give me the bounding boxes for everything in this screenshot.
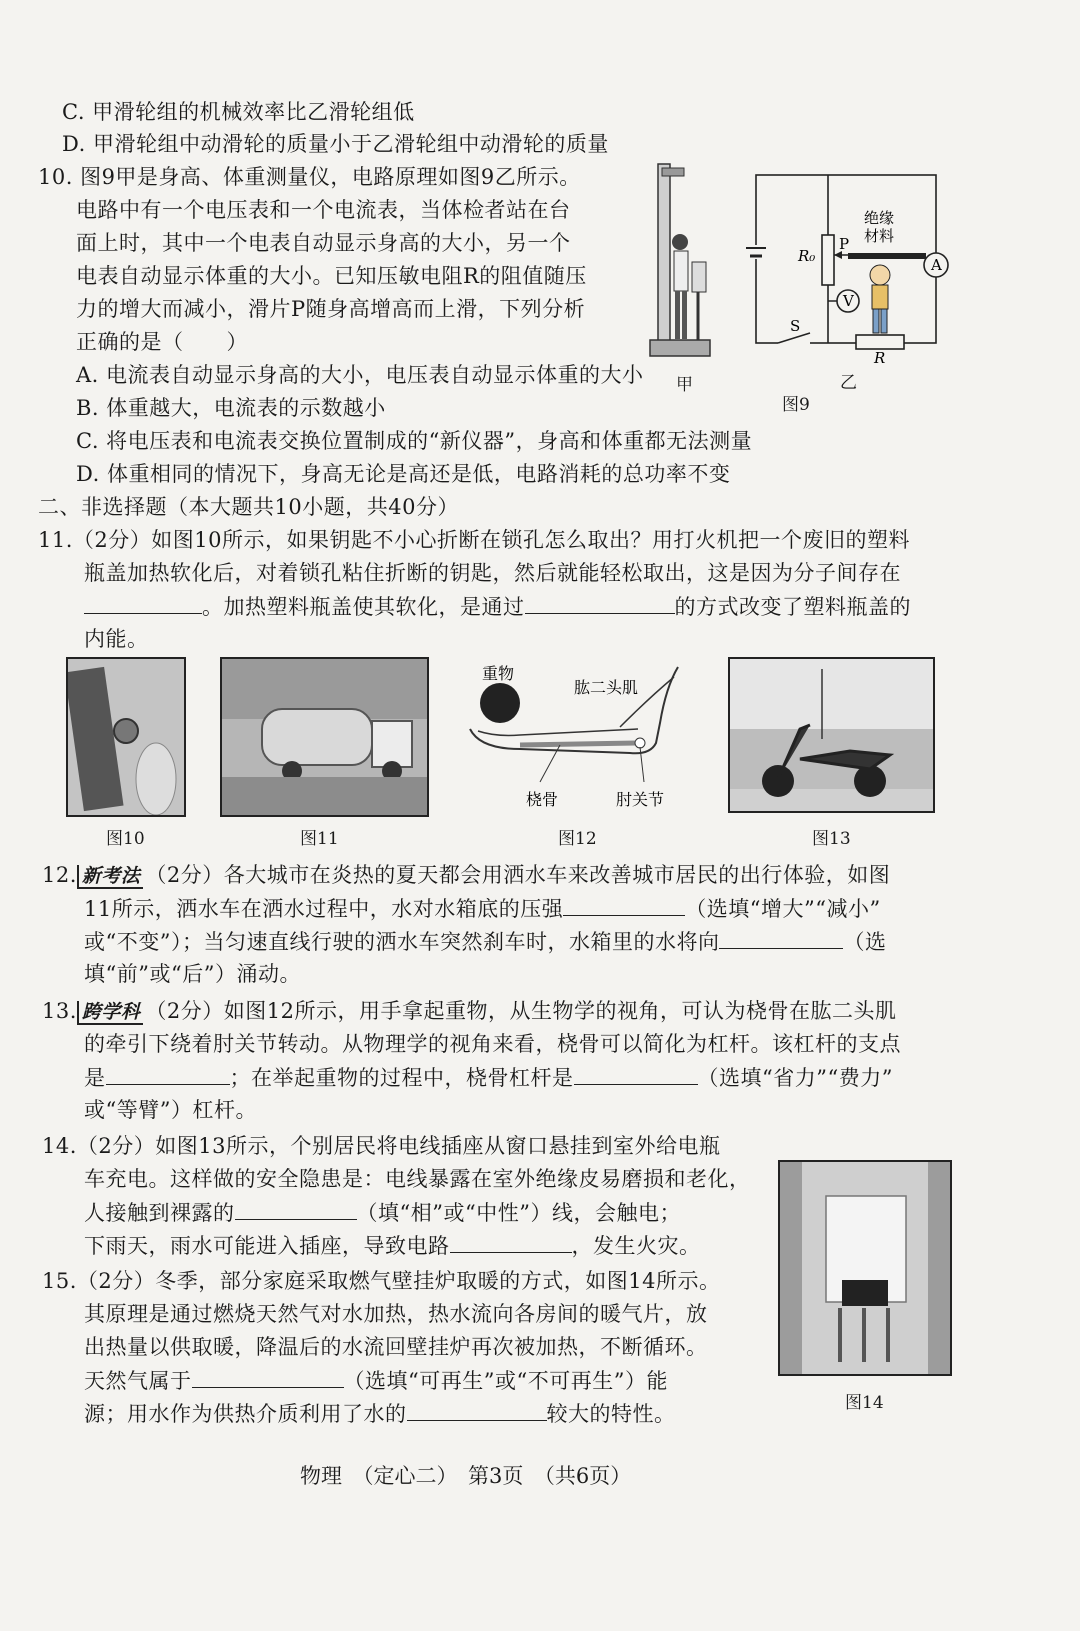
q13-line1: 13. 跨学科 （2分）如图12所示，用手拿起重物，从生物学的视角，可认为桡骨在肱二头肌 bbox=[42, 999, 897, 1023]
q11-blank-2[interactable] bbox=[525, 591, 675, 614]
circuit-label-insulation-2: 材料 bbox=[864, 227, 895, 245]
q11-line2: 瓶盖加热软化后，对着锁孔粘住折断的钥匙，然后就能轻松取出，这是因为分子间存在 bbox=[84, 561, 901, 585]
circuit-label-p: P bbox=[839, 235, 850, 253]
fig14-wall-boiler-photo bbox=[778, 1160, 952, 1376]
q13-interdisciplinary-tag: 跨学科 bbox=[77, 1001, 144, 1025]
q11-blank-1[interactable] bbox=[84, 591, 202, 614]
q13-line3: 是 ；在举起重物的过程中，桡骨杠杆是 （选填“省力”“费力” bbox=[84, 1062, 893, 1093]
fig9-jia-label: 甲 bbox=[676, 375, 693, 395]
q10-stem-line6: 正确的是（ ） bbox=[76, 330, 248, 354]
q14-line1: 14.（2分）如图13所示，个别居民将电线插座从窗口悬挂到室外给电瓶 bbox=[42, 1134, 721, 1158]
fig10-caption: 图10 bbox=[106, 829, 145, 849]
q14-blank-2[interactable] bbox=[450, 1230, 572, 1253]
q13-line2: 的牵引下绕着肘关节转动。从物理学的视角来看，桡骨可以简化为杠杆。该杠杆的支点 bbox=[84, 1032, 901, 1056]
fig12-caption: 图12 bbox=[558, 829, 597, 849]
q11-line1: 11.（2分）如图10所示，如果钥匙不小心折断在锁孔怎么取出？用打火机把一个废旧的塑料 bbox=[38, 528, 910, 552]
circuit-diagram bbox=[738, 165, 958, 365]
q15-line4: 天然气属于 （选填“可再生”或“不可再生”）能 bbox=[84, 1365, 668, 1396]
q12-line2: 11所示，洒水车在洒水过程中，水对水箱底的压强 （选填“增大”“减小” bbox=[84, 893, 881, 924]
page-footer: 物理 （定心二） 第3页 （共6页） bbox=[300, 1464, 632, 1488]
q12-line4: 填“前”或“后”）涌动。 bbox=[84, 962, 301, 986]
q14-line4: 下雨天，雨水可能进入插座，导致电路 ，发生火灾。 bbox=[84, 1230, 701, 1261]
q10-stem-line5: 力的增大而减小，滑片P随身高增高而上滑，下列分析 bbox=[76, 297, 586, 321]
q12-new-method-tag: 新考法 bbox=[77, 865, 144, 889]
circuit-label-r: R bbox=[874, 349, 886, 365]
fig11-water-truck-photo bbox=[220, 657, 429, 817]
circuit-label-insulation-1: 绝缘 bbox=[864, 209, 895, 227]
q10-option-d: D. 体重相同的情况下，身高无论是高还是低，电路消耗的总功率不变 bbox=[76, 462, 731, 486]
circuit-label-s: S bbox=[790, 317, 801, 335]
q15-blank-2[interactable] bbox=[407, 1398, 547, 1421]
q12-line1: 12. 新考法 （2分）各大城市在炎热的夏天都会用洒水车来改善城市居民的出行体验，如图 bbox=[42, 863, 891, 887]
q15-line3: 出热量以供取暖，降温后的水流回壁挂炉再次被加热，不断循环。 bbox=[84, 1335, 708, 1359]
fig13-caption: 图13 bbox=[812, 829, 851, 849]
q10-option-c: C. 将电压表和电流表交换位置制成的“新仪器”，身高和体重都无法测量 bbox=[76, 429, 753, 453]
q12-line3: 或“不变”）；当匀速直线行驶的洒水车突然刹车时，水箱里的水将向 （选 bbox=[84, 926, 886, 957]
q13-blank-1[interactable] bbox=[106, 1062, 230, 1085]
fig12-label-weight: 重物 bbox=[482, 664, 515, 683]
q14-blank-1[interactable] bbox=[235, 1197, 357, 1220]
q12-blank-2[interactable] bbox=[719, 926, 843, 949]
section-2-heading: 二、非选择题（本大题共10小题，共40分） bbox=[38, 495, 459, 519]
q13-line4: 或“等臂”）杠杆。 bbox=[84, 1098, 257, 1122]
q9-option-c: C. 甲滑轮组的机械效率比乙滑轮组低 bbox=[62, 100, 415, 124]
fig12-label-elbow: 肘关节 bbox=[616, 790, 665, 809]
q12-blank-1[interactable] bbox=[563, 893, 685, 916]
q10-stem-line4: 电表自动显示体重的大小。已知压敏电阻R的阻值随压 bbox=[76, 264, 587, 288]
voltmeter-label: V bbox=[843, 292, 854, 310]
q14-line2: 车充电。这样做的安全隐患是：电线暴露在室外绝缘皮易磨损和老化， bbox=[84, 1167, 751, 1191]
fig13-e-scooter-photo bbox=[728, 657, 935, 813]
q9-option-d: D. 甲滑轮组中动滑轮的质量小于乙滑轮组中动滑轮的质量 bbox=[62, 132, 609, 156]
q10-stem-line2: 电路中有一个电压表和一个电流表，当体检者站在台 bbox=[76, 198, 571, 222]
q13-blank-2[interactable] bbox=[574, 1062, 698, 1085]
q15-line2: 其原理是通过燃烧天然气对水加热，热水流向各房间的暖气片，放 bbox=[84, 1302, 708, 1326]
fig12-label-radius: 桡骨 bbox=[526, 790, 559, 809]
q11-line4: 内能。 bbox=[84, 627, 149, 651]
q15-line5: 源；用水作为供热介质利用了水的 较大的特性。 bbox=[84, 1398, 676, 1429]
ammeter-label: A bbox=[931, 256, 942, 274]
fig11-caption: 图11 bbox=[300, 829, 339, 849]
fig14-caption: 图14 bbox=[845, 1393, 884, 1413]
q10-stem-line1: 10. 图9甲是身高、体重测量仪，电路原理如图9乙所示。 bbox=[38, 165, 581, 189]
fig10-key-lock-photo bbox=[66, 657, 186, 817]
height-weight-meter-figure bbox=[648, 162, 720, 362]
q10-option-b: B. 体重越大，电流表的示数越小 bbox=[76, 396, 386, 420]
q14-line3: 人接触到裸露的 （填“相”或“中性”）线，会触电； bbox=[84, 1197, 681, 1228]
fig12-arm-diagram bbox=[460, 657, 698, 817]
fig9-caption: 图9 bbox=[782, 395, 810, 415]
q11-line3: 。加热塑料瓶盖使其软化，是通过 的方式改变了塑料瓶盖的 bbox=[84, 591, 911, 622]
fig9-yi-label: 乙 bbox=[840, 373, 857, 393]
q15-line1: 15.（2分）冬季，部分家庭采取燃气壁挂炉取暖的方式，如图14所示。 bbox=[42, 1269, 721, 1293]
q10-option-a: A. 电流表自动显示身高的大小，电压表自动显示体重的大小 bbox=[76, 363, 644, 387]
q10-stem-line3: 面上时，其中一个电表自动显示身高的大小，另一个 bbox=[76, 231, 571, 255]
circuit-label-r0: R₀ bbox=[798, 247, 816, 265]
fig12-label-biceps: 肱二头肌 bbox=[574, 678, 639, 697]
q15-blank-1[interactable] bbox=[192, 1365, 344, 1388]
